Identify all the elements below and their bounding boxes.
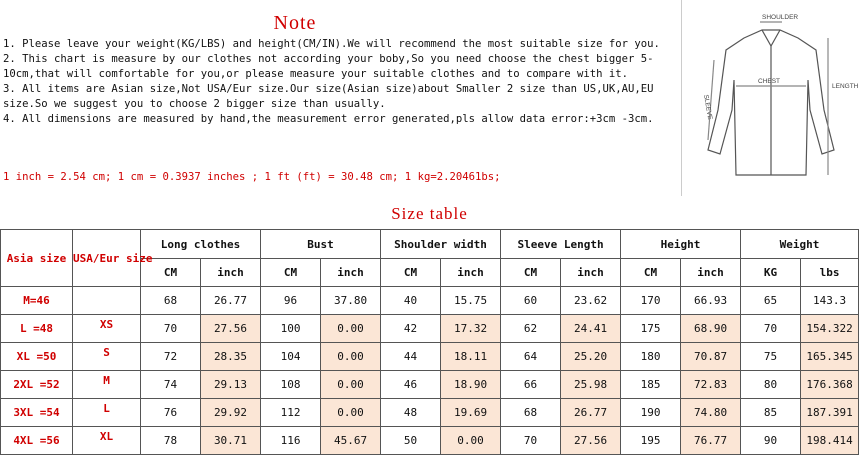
asia-size-cell: XL =50	[1, 343, 73, 371]
sleeve-label: SLEEVE	[702, 94, 714, 121]
table-cell: 25.20	[561, 343, 621, 371]
table-cell: 64	[501, 343, 561, 371]
table-cell: 37.80	[321, 287, 381, 315]
height-header: Height	[621, 230, 741, 259]
table-cell: 62	[501, 315, 561, 343]
usa-size-cell	[73, 287, 141, 315]
asia-size-cell: 4XL =56	[1, 427, 73, 455]
unit-cell: inch	[321, 259, 381, 287]
table-cell: 66.93	[681, 287, 741, 315]
table-cell: 198.414	[801, 427, 859, 455]
table-cell: 68	[501, 399, 561, 427]
asia-size-header: Asia size	[1, 230, 73, 287]
note-line-2: 2. This chart is measure by our clothes not according your boby,So you need choose the chest bigger 5-10cm,that will comfortable for you,or please measure your suitable clothes and to compare with it.	[3, 53, 654, 80]
table-cell: 29.13	[201, 371, 261, 399]
table-cell: 74.80	[681, 399, 741, 427]
table-cell: 90	[741, 427, 801, 455]
usa-size-cell: S	[73, 343, 141, 371]
table-cell: 18.11	[441, 343, 501, 371]
table-cell: 42	[381, 315, 441, 343]
chest-label: CHEST	[758, 78, 781, 85]
table-row	[1, 399, 859, 427]
table-cell: 18.90	[441, 371, 501, 399]
table-cell: 50	[381, 427, 441, 455]
table-cell: 108	[261, 371, 321, 399]
table-cell: 0.00	[441, 427, 501, 455]
table-cell: 0.00	[321, 343, 381, 371]
table-cell: 68	[141, 287, 201, 315]
unit-cell: CM	[141, 259, 201, 287]
usa-size-cell: XL	[73, 427, 141, 455]
table-cell: 44	[381, 343, 441, 371]
table-cell: 104	[261, 343, 321, 371]
table-cell: 100	[261, 315, 321, 343]
table-cell: 17.32	[441, 315, 501, 343]
asia-size-cell: M=46	[1, 287, 73, 315]
note-line-1: 1. Please leave your weight(KG/LBS) and height(CM/IN).We will recommend the most suitable size for you.	[3, 38, 660, 50]
table-cell: 60	[501, 287, 561, 315]
table-cell: 112	[261, 399, 321, 427]
bust-header: Bust	[261, 230, 381, 259]
table-cell: 26.77	[561, 399, 621, 427]
table-cell: 45.67	[321, 427, 381, 455]
unit-cell: CM	[501, 259, 561, 287]
table-row	[1, 371, 859, 399]
table-cell: 68.90	[681, 315, 741, 343]
table-cell: 80	[741, 371, 801, 399]
table-cell: 175	[621, 315, 681, 343]
unit-cell: CM	[621, 259, 681, 287]
table-cell: 15.75	[441, 287, 501, 315]
unit-cell: inch	[681, 259, 741, 287]
table-cell: 76	[141, 399, 201, 427]
table-cell: 70	[501, 427, 561, 455]
unit-cell: lbs	[801, 259, 859, 287]
table-cell: 75	[741, 343, 801, 371]
length-label: LENGTH	[832, 83, 859, 90]
table-row	[1, 287, 859, 315]
unit-conversion: 1 inch = 2.54 cm; 1 cm = 0.3937 inches ; 1 ft (ft) = 30.48 cm; 1 kg=2.20461bs;	[3, 171, 501, 183]
table-cell: 0.00	[321, 315, 381, 343]
table-cell: 23.62	[561, 287, 621, 315]
table-cell: 19.69	[441, 399, 501, 427]
size-table-title: Size table	[391, 204, 468, 223]
shirt-diagram	[681, 0, 860, 196]
note-line-3: 3. All items are Asian size,Not USA/Eur size.Our size(Asian size)about Smaller 2 size than US,UK,AU,EU size.So we suggest you to choose 2 bigger size than usually.	[3, 83, 660, 110]
note-line-4: 4. All dimensions are measured by hand,the measurement error generated,pls allow data error:+3cm -3cm.	[3, 113, 654, 125]
table-cell: 176.368	[801, 371, 859, 399]
table-cell: 46	[381, 371, 441, 399]
shoulder-label: SHOULDER	[762, 14, 799, 21]
shirt-outline-icon	[682, 0, 860, 196]
table-cell: 85	[741, 399, 801, 427]
unit-cell: CM	[261, 259, 321, 287]
table-cell: 30.71	[201, 427, 261, 455]
unit-cell: KG	[741, 259, 801, 287]
note-lines	[3, 37, 679, 127]
table-cell: 25.98	[561, 371, 621, 399]
sleeve-length-header: Sleeve Length	[501, 230, 621, 259]
table-cell: 96	[261, 287, 321, 315]
table-cell: 65	[741, 287, 801, 315]
table-cell: 29.92	[201, 399, 261, 427]
unit-cell: inch	[441, 259, 501, 287]
table-cell: 27.56	[201, 315, 261, 343]
table-row	[1, 315, 859, 343]
table-row	[1, 427, 859, 455]
size-table	[0, 229, 859, 455]
table-cell: 28.35	[201, 343, 261, 371]
table-cell: 48	[381, 399, 441, 427]
usa-size-header: USA/Eur size	[73, 230, 141, 287]
asia-size-cell: 3XL =54	[1, 399, 73, 427]
size-rows	[1, 287, 859, 455]
table-cell: 116	[261, 427, 321, 455]
table-cell: 143.3	[801, 287, 859, 315]
asia-size-cell: L =48	[1, 315, 73, 343]
table-cell: 187.391	[801, 399, 859, 427]
table-cell: 72.83	[681, 371, 741, 399]
unit-cell: CM	[381, 259, 441, 287]
header-row	[1, 230, 859, 259]
table-cell: 180	[621, 343, 681, 371]
usa-size-cell: XS	[73, 315, 141, 343]
table-cell: 70.87	[681, 343, 741, 371]
unit-cell: inch	[561, 259, 621, 287]
table-cell: 195	[621, 427, 681, 455]
table-cell: 27.56	[561, 427, 621, 455]
table-cell: 0.00	[321, 399, 381, 427]
table-row	[1, 343, 859, 371]
table-cell: 24.41	[561, 315, 621, 343]
table-cell: 70	[741, 315, 801, 343]
usa-size-cell: M	[73, 371, 141, 399]
note-section	[0, 0, 680, 196]
table-cell: 70	[141, 315, 201, 343]
table-cell: 40	[381, 287, 441, 315]
table-cell: 74	[141, 371, 201, 399]
table-cell: 165.345	[801, 343, 859, 371]
asia-size-cell: 2XL =52	[1, 371, 73, 399]
table-cell: 0.00	[321, 371, 381, 399]
note-title: Note	[273, 12, 317, 34]
table-cell: 78	[141, 427, 201, 455]
table-cell: 76.77	[681, 427, 741, 455]
table-cell: 190	[621, 399, 681, 427]
unit-cell: inch	[201, 259, 261, 287]
table-cell: 154.322	[801, 315, 859, 343]
weight-header: Weight	[741, 230, 859, 259]
table-cell: 26.77	[201, 287, 261, 315]
usa-size-cell: L	[73, 399, 141, 427]
table-cell: 185	[621, 371, 681, 399]
shoulder-width-header: Shoulder width	[381, 230, 501, 259]
long-clothes-header: Long clothes	[141, 230, 261, 259]
table-cell: 66	[501, 371, 561, 399]
table-cell: 170	[621, 287, 681, 315]
table-cell: 72	[141, 343, 201, 371]
